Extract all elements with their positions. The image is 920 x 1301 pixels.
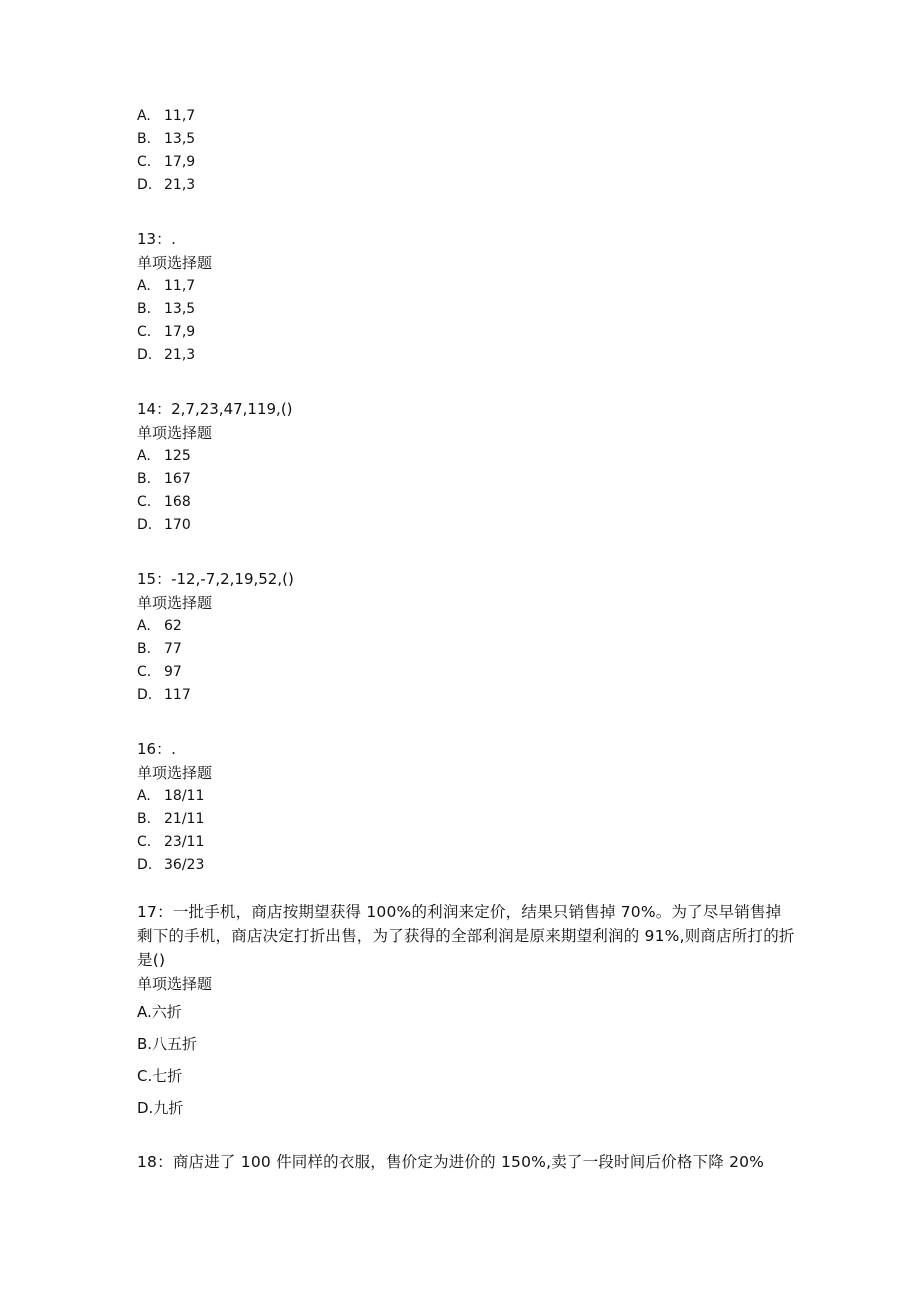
question-title: 15：-12,-7,2,19,52,() [137, 570, 294, 588]
option-c: C.七折 [137, 1067, 183, 1085]
option-d: D. 170 [137, 517, 191, 533]
option-b: B. 13,5 [137, 131, 196, 147]
question-13 [137, 227, 797, 367]
option-a: A. 11,7 [137, 278, 196, 294]
option-c: C. 17,9 [137, 154, 196, 170]
option-a: A. 18/11 [137, 788, 205, 804]
option-c: C. 17,9 [137, 324, 196, 340]
option-b: B. 21/11 [137, 811, 205, 827]
question-type: 单项选择题 [137, 594, 213, 612]
option-b: B. 77 [137, 641, 182, 657]
option-c: C. 97 [137, 664, 182, 680]
question-type: 单项选择题 [137, 424, 213, 442]
option-b: B. 13,5 [137, 301, 196, 317]
question-18 [137, 1150, 797, 1174]
option-c: C. 168 [137, 494, 191, 510]
option-d: D.九折 [137, 1099, 184, 1117]
option-d: D. 36/23 [137, 857, 205, 873]
option-a: A. 125 [137, 448, 191, 464]
option-b: B. 167 [137, 471, 191, 487]
question-14 [137, 397, 797, 537]
question-title: 13：. [137, 230, 176, 248]
option-a: A.六折 [137, 1003, 182, 1021]
question-title: 14：2,7,23,47,119,() [137, 400, 293, 418]
question-17 [137, 900, 797, 1124]
option-c: C. 23/11 [137, 834, 205, 850]
question-type: 单项选择题 [137, 764, 213, 782]
question-title: 16：. [137, 740, 176, 758]
option-d: D. 21,3 [137, 177, 196, 193]
question-type: 单项选择题 [137, 975, 213, 993]
option-a: A. 11,7 [137, 108, 196, 124]
question-16 [137, 737, 797, 877]
question-15 [137, 567, 797, 707]
question-type: 单项选择题 [137, 254, 213, 272]
question-stem: 18：商店进了 100 件同样的衣服，售价定为进价的 150%,卖了一段时间后价格下降 20% [137, 1153, 765, 1171]
question-12-options [137, 105, 797, 197]
option-d: D. 117 [137, 687, 191, 703]
option-a: A. 62 [137, 618, 182, 634]
option-d: D. 21,3 [137, 347, 196, 363]
option-b: B.八五折 [137, 1035, 198, 1053]
question-stem: 17：一批手机，商店按期望获得 100%的利润来定价，结果只销售掉 70%。为了尽早销售掉剩下的手机，商店决定打折出售，为了获得的全部利润是原来期望利润的 91%,则商店所打的折是() [137, 903, 795, 969]
